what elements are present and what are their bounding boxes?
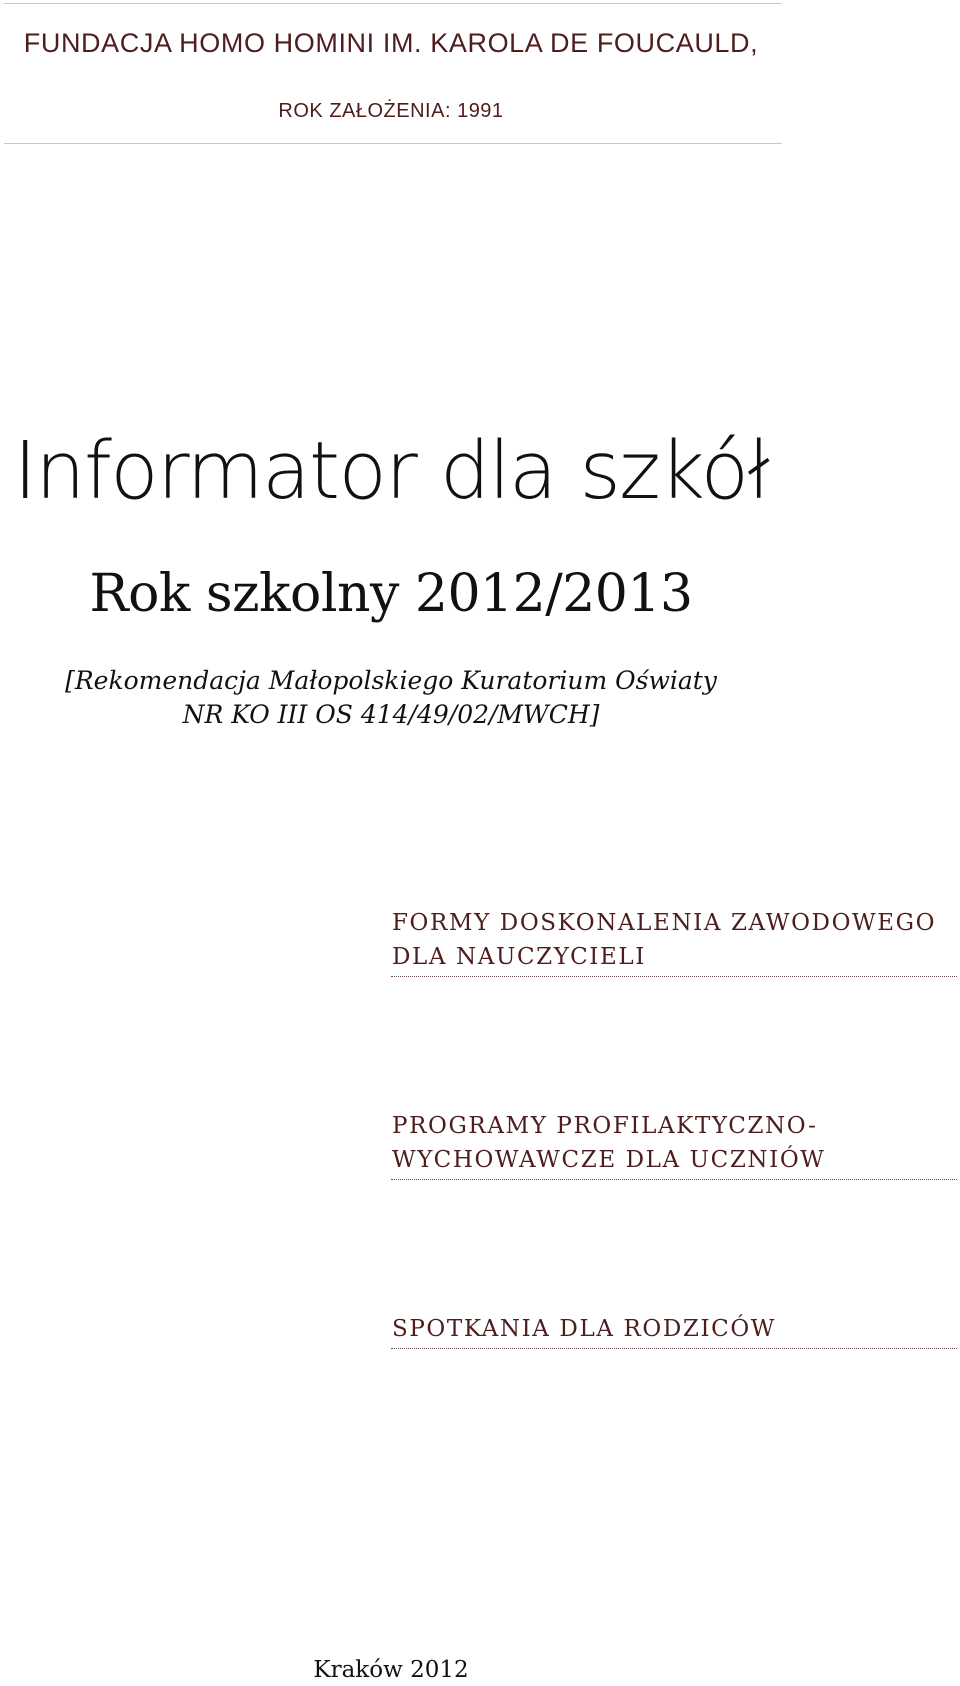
organization-name: FUNDACJA HOMO HOMINI IM. KAROLA DE FOUCAULD, [23,28,759,58]
school-year: Rok szkolny 2012/2013 [89,564,693,624]
section-line: PROGRAMY PROFILAKTYCZNO- [392,1113,818,1139]
section-parent-meetings [391,1312,957,1349]
place-and-year: Kraków 2012 [313,1657,469,1683]
recommendation-line-2: NR KO III OS 414/49/02/MWCH] [182,700,600,729]
section-line: SPOTKANIA DLA RODZICÓW [392,1316,777,1342]
recommendation-note [0,664,782,732]
section-teacher-training [391,906,957,977]
header-top-rule [4,3,782,4]
section-line: FORMY DOSKONALENIA ZAWODOWEGO [392,910,937,936]
document-title: Informator dla szkół [13,425,769,517]
section-line: WYCHOWAWCZE DLA UCZNIÓW [392,1147,826,1173]
header-bottom-rule [4,143,782,144]
section-prevention-programs [391,1109,957,1180]
section-line: DLA NAUCZYCIELI [392,944,646,970]
founding-year: ROK ZAŁOŻENIA: 1991 [278,100,504,122]
recommendation-line-1: [Rekomendacja Małopolskiego Kuratorium Oświaty [65,666,717,695]
